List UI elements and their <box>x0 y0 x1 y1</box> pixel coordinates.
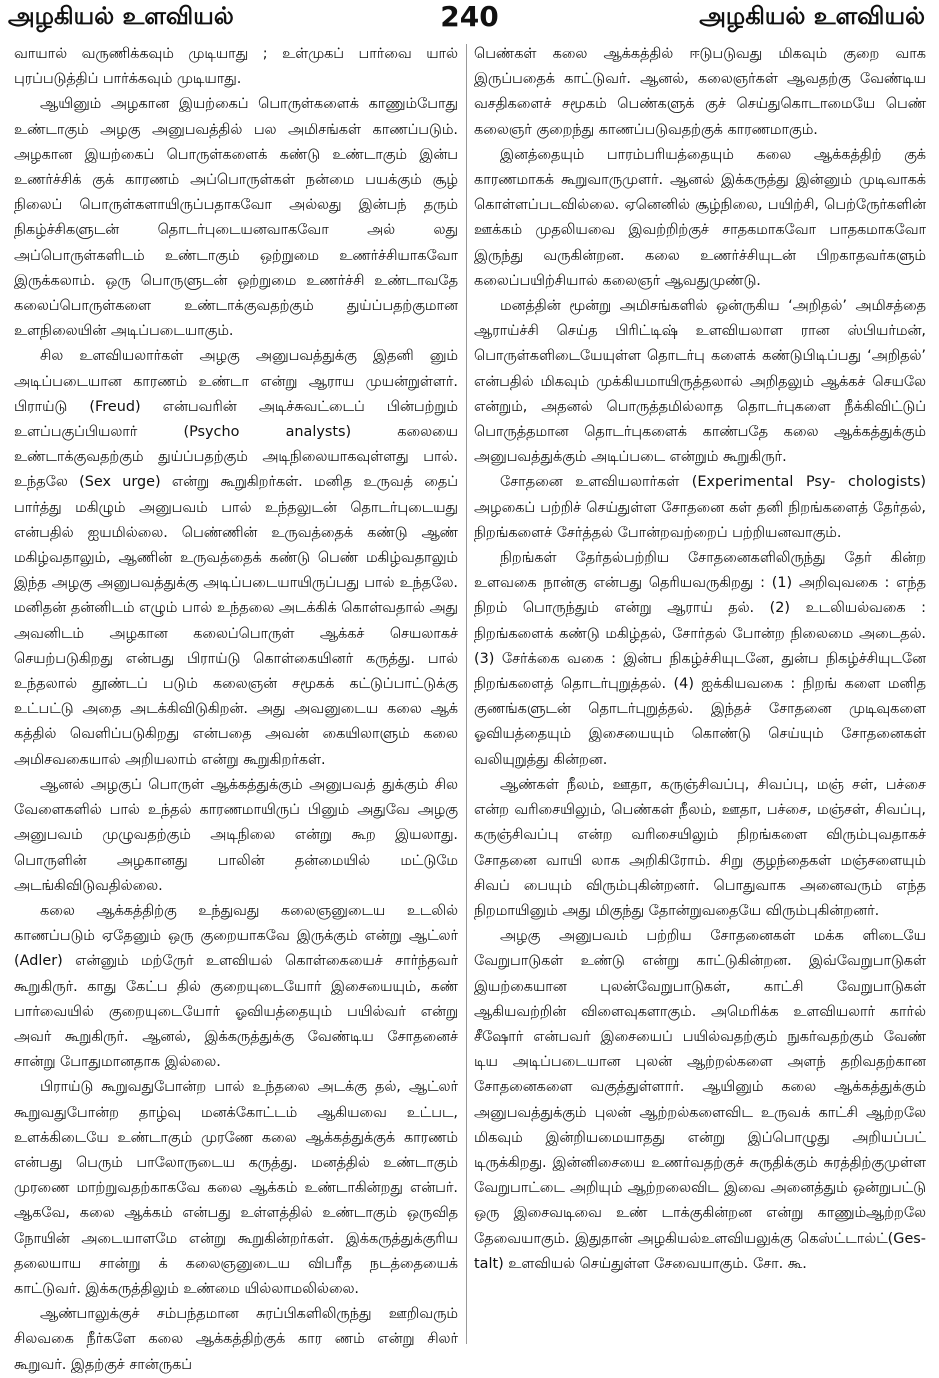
paragraph: ஆனல் அழகுப் பொருள் ஆக்கத்துக்கும் அனுபவத் துக்கும் சில வேளைகளில் பால் உந்தல் காரணமாயிருப் பினும் அதுவே அழகு அனுபவம் முழுவதற்கும் அடிநிலை என்று கூற இயலாது. பொருளின் அழகானது பாலின் தன்மையில் மட்டுமே அடங்கிவிடுவதில்லை. <box>14 776 458 894</box>
paragraph: சோதனை உளவியலார்கள் (Experimental Psy- chologists) அழகைப் பற்றிச் செய்துள்ள சோதனை கள் தனி நிறங்களைத் தேர்தல், நிறங்களைச் சேர்த்தல் போன்றவற்றைப் பற்றியனவாகும். <box>474 474 926 541</box>
paragraph: இனத்தையும் பாரம்பரியத்தையும் கலை ஆக்கத்திற் குக் காரணமாகக் கூறுவாருமுளர். ஆனல் இக்கருத்து இன்னும் முடிவாகக் கொள்ளப்படவில்லை. ஏனெனில் சூழ்நிலை, பயிற்சி, பெற்ருேர்களின் ஊக்கம் முதலியவை இவற்றிற்குச் சாதகமாகவோ பாதகமாகவோ இருந்து வருகின்றன. கலை உணர்ச்சியுடன் பிறகாதவர்களும் கலைப்பயிற்சியால் கலைஞர் ஆவதுமுண்டு. <box>474 146 926 289</box>
running-title-left: அழகியல் உளவியல் <box>8 2 234 30</box>
paragraph: பிராய்டு கூறுவதுபோன்ற பால் உந்தலை அடக்கு தல், ஆட்லர் கூறுவதுபோன்ற தாழ்வு மனக்கோட்டம் ஆகியவை உட்பட, உளக்கிடையே உண்டாகும் முரணே கலை ஆக்கத்துக்குக் காரணம் என்பது பெரும் பாலோருடைய கருத்து. மனத்தில் உண்டாகும் முரணை மாற்றுவதற்காகவே கலை ஆக்கம் உண்டாகின்றது என்பர். ஆகவே, கலை ஆக்கம் என்பது உள்ளத்தில் உண்டாகும் ஒருவித நோயின் அடையாளமே என்று கூறுகின்றர்கள். இக்கருத்துக்குரிய தலையாய சான்று க் கலைஞனுடைய விபரீத நடத்தையைக் காட்டுவர். இக்கருத்திலும் உண்மை யில்லாமலில்லை. <box>14 1079 458 1297</box>
right-column <box>474 42 926 1348</box>
paragraph: ஆயினும் அழகான இயற்கைப் பொருள்களைக் காணும்போது உண்டாகும் அழகு அனுபவத்தில் பல அமிசங்கள் காணப்படும். அழகான இயற்கைப் பொருள்களைக் கண்டு உண்டாகும் இன்ப உணர்ச்சிக் குக் காரணம் அப்பொருள்கள் நன்மை பயக்கும் சூழ் நிலைப் பொருள்களாயிருப்பதாகவோ அல்லது இன்பந் தரும் நிகழ்ச்சிகளுடன் தொடர்புடையனவாகவோ அல் லது அப்பொருள்களிடம் உண்டாகும் ஒற்றுமை உணர்ச்சியாகவோ இருக்கலாம். ஒரு பொருளுடன் ஒற்றுமை உணர்ச்சி உண்டாவதே கலைப்பொருள்களை உண்டாக்குவதற்கும் துய்ப்பதற்குமான உளநிலையின் அடிப்படையாகும். <box>14 96 458 340</box>
paragraph: பெண்கள் கலை ஆக்கத்தில் ஈடுபடுவது மிகவும் குறை வாக இருப்பதைக் காட்டுவர். ஆனல், கலைஞர்கள் ஆவதற்கு வேண்டிய வசதிகளைச் சமூகம் பெண்களுக் குச் செய்துகொடாமையே பெண் கலைஞர் குறைந்து காணப்படுவதற்குக் காரணமாகும். <box>474 46 926 138</box>
left-column <box>14 42 458 1373</box>
paragraph: கலை ஆக்கத்திற்கு உந்துவது கலைஞனுடைய உடலில் காணப்படும் ஏதேனும் ஒரு குறையாகவே இருக்கும் என்று ஆட்லர் (Adler) என்னும் மற்ருேர் உளவியல் கொள்கையைச் சார்ந்தவர் கூறுகிருர். காது கேட்ப தில் குறையுடையோர் இசையையும், கண் பார்வையில் குறையுடையோர் ஓவியத்தையும் பயில்வர் என்று அவர் கூறுகிருர். ஆனல், இக்கருத்துக்கு வேண்டிய சோதனைச் சான்று போதுமானதாக இல்லை. <box>14 902 458 1071</box>
paragraph: வாயால் வருணிக்கவும் முடியாது ; உள்முகப் பார்வை யால் புரப்படுத்திப் பார்க்கவும் முடியாது. <box>14 46 458 88</box>
paragraph: ஆண்கள் நீலம், ஊதா, கருஞ்சிவப்பு, சிவப்பு, மஞ் சள், பச்சை என்ற வரிசையிலும், பெண்கள் நீலம், ஊதா, பச்சை, மஞ்சள், சிவப்பு, கருஞ்சிவப்பு என்ற வரிசையிலும் நிறங்களை விரும்புவதாகச் சோதனை வாயி லாக அறிகிரோம். சிறு குழந்தைகள் மஞ்சளையும் சிவப் பையும் விரும்புகின்றனர். பொதுவாக அனைவரும் எந்த நிறமாயினும் அது மிகுந்து தோன்றுவதையே விரும்புகின்றனர். <box>474 776 926 919</box>
running-title-right: அழகியல் உளவியல் <box>699 2 925 30</box>
paragraph: சில உளவியலார்கள் அழகு அனுபவத்துக்கு இதனி னும் அடிப்படையான காரணம் உண்டா என்று ஆராய முயன்றுள்ளர். பிராய்டு (Freud) என்பவரின் அடிச்சுவட்டைப் பின்பற்றும் உளப்பகுப்பியலார் (Psycho analysts) கலையை உண்டாக்குவதற்கும் துய்ப்பதற்கும் அடிநிலையாகவுள்ளது பால். உந்தலே (Sex urge) என்று கூறுகிறர்கள். மனித உருவத் தைப் பார்த்து மகிழும் அனுபவம் பால் உந்தலுடன் தொடர்புடையது என்பதில் ஐயமில்லை. பெண்ணின் உருவத்தைக் கண்டு ஆண் மகிழ்வதாலும், ஆணின் உருவத்தைக் கண்டு பெண் மகிழ்வதாலும் இந்த அழகு அனுபவத்துக்கு அடிப்படையாயிருப்பது பால் உந்தலே. மனிதன் தன்னிடம் எழும் பால் உந்தலை அடக்கிக் கொள்வதால் அது அவனிடம் அழகான கலைப்பொருள் ஆக்கச் செயலாகச் செயற்படுகிறது என்பது பிராய்டு கொள்கையினர் கருத்து. பால் உந்தலால் தூண்டப் படும் கலைஞன் சமூகக் கட்டுப்பாட்டுக்கு உட்பட்டு அதை அடக்கிவிடுகிறன். அது அவனுடைய கலை ஆக் கத்தில் வெளிப்படுகிறது என்பதை அவன் கையிலாளும் கலை அமிசவகையால் அறியலாம் என்று கூறுகிறர்கள். <box>14 348 458 768</box>
paragraph: அழகு அனுபவம் பற்றிய சோதனைகள் மக்க ளிடையே வேறுபாடுகள் உண்டு என்று காட்டுகின்றன. இவ்வேறுபாடுகள் இயற்கையான புலன்வேறுபாடுகள், காட்சி வேறுபாடுகள் ஆகியவற்றின் விளைவுகளாகும். அமெரிக்க உளவியலார் கார்ல் சீஷோர் என்பவர் இசையைப் பயில்வதற்கும் நுகர்வதற்கும் வேண் டிய அடிப்படையான புலன் ஆற்றல்களை அளந் தறிவதற்கான சோதனைகளை வகுத்துள்ளார். ஆயினும் கலை ஆக்கத்துக்கும் அனுபவத்துக்கும் புலன் ஆற்றல்களைவிட உருவக் காட்சி ஆற்றலே மிகவும் இன்றியமையாதது என்று இப்பொழுது அறியப்பட் டிருக்கிறது. இன்னிசையை உணர்வதற்குச் சுருதிக்கும் சுரத்திற்குமுள்ள வேறுபாட்டை அறியும் ஆற்றலைவிட இவை அனைத்தும் ஒன்றுபட்டு ஒரு இசைவடிவை உண் டாக்குகின்றன என்று காணும்ஆற்றலே தேவையாகும். இதுதான் அழகியல்உளவியலுக்கு கெஸ்ட்டால்ட்(Ges- talt) உளவியல் செய்துள்ள சேவையாகும். சோ. கூ. <box>474 928 926 1272</box>
page-number: 240 <box>440 0 499 33</box>
column-divider <box>466 44 467 1344</box>
paragraph: நிறங்கள் தேர்தல்பற்றிய சோதனைகளிலிருந்து தேர் கின்ற உளவகை நான்கு என்பது தெரியவருகிறது : (1) அறிவுவகை : எந்த நிறம் பொருந்தும் என்று ஆராய் தல். (2) உடலியல்வகை : நிறங்களைக் கண்டு மகிழ்தல், சோர்தல் போன்ற நிலைமை அடைதல். (3) சேர்க்கை வகை : இன்ப நிகழ்ச்சியுடனே, துன்ப நிகழ்ச்சியுடனே நிறங்களைத் தொடர்புறுத்தல். (4) ஐக்கியவகை : நிறங் களை மனித குணங்களுடன் தொடர்புறுத்தல். இந்தச் சோதனை முடிவுகளை ஓவியத்தையும் இசையையும் கொண்டு செய்யும் சோதனைகள் வலியுறுத்து கின்றன. <box>474 550 926 768</box>
running-header <box>0 0 939 40</box>
paragraph: ஆண்பாலுக்குச் சம்பந்தமான சுரப்பிகளிலிருந்து ஊறிவரும் சிலவகை நீர்களே கலை ஆக்கத்திற்குக் கார ணம் என்று சிலர் கூறுவர். இதற்குச் சான்ருகப் <box>14 1306 458 1373</box>
paragraph: மனத்தின் மூன்று அமிசங்களில் ஒன்ருகிய ‘அறிதல்’ அமிசத்தை ஆராய்ச்சி செய்த பிரிட்டிஷ் உளவியலாள ரான ஸ்பியர்மன், பொருள்களிடையேயுள்ள தொடர்பு களைக் கண்டுபிடிப்பது ‘அறிதல்’ என்பதில் மிகவும் முக்கியமாயிருத்தலால் அறிதலும் ஆக்கச் செயலே என்றும், அதனல் பொருத்தமில்லாத தொடர்புகளை நீக்கிவிட்டுப் பொருத்தமான தொடர்புகளைக் காண்பதே கலை ஆக்கத்துக்கும் அனுபவத்துக்கும் அடிப்படை என்றும் கூறுகிருர். <box>474 298 926 466</box>
